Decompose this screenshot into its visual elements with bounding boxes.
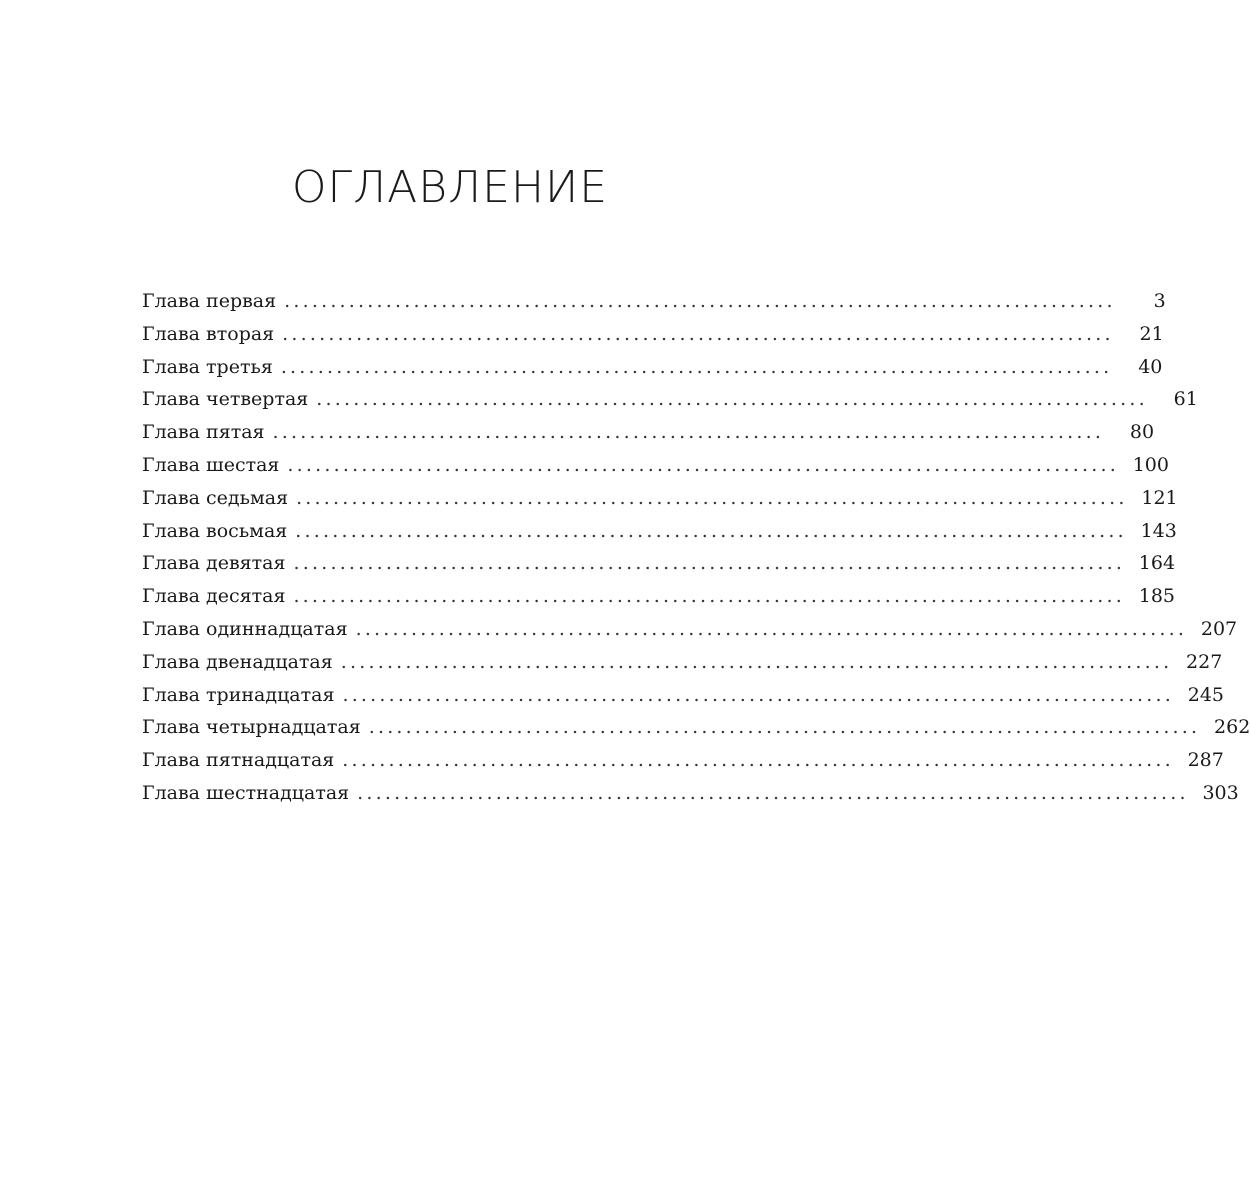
toc-entry-page: 185 [1138, 585, 1175, 608]
dot-leader: .......................................................................................... [316, 388, 1148, 411]
toc-entry-page: 207 [1200, 617, 1238, 640]
dot-leader: .......................................................................................... [342, 683, 1175, 706]
dot-leader: .......................................................................................... [357, 781, 1189, 804]
toc-entry[interactable] [142, 318, 1164, 351]
dot-leader: .......................................................................................... [368, 716, 1201, 739]
dot-leader: .......................................................................................... [293, 585, 1125, 608]
toc-entry-page: 80 [1129, 421, 1155, 444]
toc-entry-label: Глава одиннадцатая [142, 617, 348, 640]
toc-entry-page: 3 [1153, 290, 1166, 312]
toc-entry[interactable] [142, 449, 1169, 482]
toc-entry-page: 40 [1138, 355, 1163, 378]
dot-leader: .......................................................................................... [295, 519, 1127, 542]
toc-entry[interactable] [142, 646, 1223, 679]
toc-entry[interactable] [142, 285, 1166, 318]
toc-entry-page: 245 [1187, 683, 1225, 706]
toc-entry[interactable] [142, 744, 1224, 777]
toc-entry-label: Глава десятая [142, 585, 286, 608]
toc-entry-label: Глава вторая [142, 322, 275, 345]
dot-leader: .......................................................................................... [355, 617, 1188, 640]
dot-leader: .......................................................................................... [340, 650, 1173, 673]
toc-entry[interactable] [142, 613, 1238, 646]
toc-entry-page: 303 [1202, 781, 1239, 804]
toc-entry[interactable] [142, 351, 1163, 384]
toc-entry[interactable] [142, 416, 1155, 449]
toc-entry-label: Глава тринадцатая [142, 683, 335, 706]
toc-entry-page: 287 [1187, 749, 1224, 772]
toc-entry[interactable] [142, 515, 1177, 548]
toc-entry-label: Глава первая [142, 290, 277, 312]
toc-entry-label: Глава шестая [142, 453, 280, 476]
toc-entry-label: Глава пятнадцатая [142, 749, 335, 772]
dot-leader: .......................................................................................... [293, 552, 1126, 575]
toc-entry-label: Глава третья [142, 355, 273, 378]
toc-entry-label: Глава шестнадцатая [142, 781, 350, 804]
toc-entry-page: 262 [1214, 716, 1250, 739]
toc-entry[interactable] [142, 777, 1239, 810]
toc-entry-page: 143 [1140, 519, 1177, 542]
dot-leader: .......................................................................................... [287, 453, 1119, 476]
toc-entry-label: Глава девятая [142, 552, 286, 575]
toc-entry-page: 61 [1173, 388, 1198, 411]
toc-entry[interactable] [142, 547, 1176, 580]
dot-leader: .......................................................................................... [342, 749, 1174, 772]
toc-entry[interactable] [142, 711, 1250, 744]
toc-entry-label: Глава двенадцатая [142, 650, 333, 673]
toc-entry-label: Глава восьмая [142, 519, 288, 542]
toc-entry-page: 100 [1132, 453, 1169, 476]
toc-entry-page: 21 [1139, 322, 1164, 345]
toc-entry-label: Глава четырнадцатая [142, 716, 361, 739]
page-title: ОГЛАВЛЕНИЕ [291, 162, 609, 213]
toc-entry-page: 227 [1186, 650, 1223, 673]
table-of-contents [142, 285, 1250, 810]
dot-leader: .......................................................................................... [280, 355, 1113, 378]
toc-entry[interactable] [142, 482, 1178, 515]
toc-entry-label: Глава пятая [142, 421, 265, 444]
toc-entry-label: Глава четвертая [142, 388, 309, 411]
toc-entry-page: 164 [1138, 552, 1176, 575]
dot-leader: .......................................................................................... [296, 486, 1128, 509]
toc-entry[interactable] [142, 580, 1175, 613]
toc-entry[interactable] [142, 383, 1198, 416]
dot-leader: .......................................................................................... [272, 421, 1105, 444]
toc-entry[interactable] [142, 679, 1225, 712]
toc-entry-page: 121 [1141, 486, 1178, 509]
dot-leader: .......................................................................................... [284, 290, 1116, 312]
toc-entry-label: Глава седьмая [142, 486, 289, 509]
dot-leader: .......................................................................................... [282, 322, 1114, 345]
